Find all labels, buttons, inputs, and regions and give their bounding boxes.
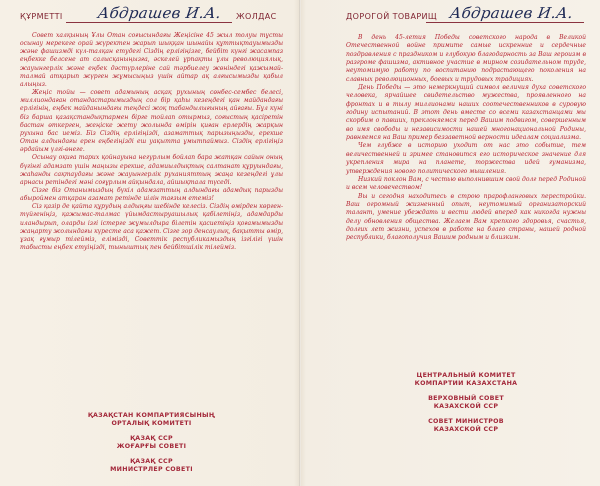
signatory-line: ҚАЗАҚСТАН КОМПАРТИЯСЫНЫҢ [87,412,216,419]
signatory-line: ҚАЗАҚ ССР [130,435,173,442]
center-fold [299,0,301,486]
signatory-line: МИНИСТРЛЕР СОВЕТІ [110,466,193,473]
signatory-line: КАЗАХСКОЙ ССР [433,403,499,410]
salutation-line [346,4,586,26]
paragraph: В день 45-летия Победы советского народа в Великой Отечественной войне примите самые искренние и сердечные поздравления с праздником и глубокую благодарность за Ваш героизм в разгроме фашизма, активное участие в мирном созидательном труде, неутомимую работу по воспитанию подрастающего поколения на славных революционных, боевых и трудовых традициях. [346,34,586,83]
paragraph: Низкий поклон Вам, с честью выполнившим свой долг перед Родиной и всем человечеством! [346,175,586,192]
paragraph: Сізге біз Отанымыздың бүкіл адамзаттың алдындағы адамдық парызды абыроймен атқаран азамат ретінде иілін тағзым етеміз! [20,186,283,203]
right-page-russian [302,0,600,486]
handwritten-addressee: Абдрашев И.А. [448,4,575,22]
signature-block [20,412,283,474]
salutation-underline [66,22,232,23]
paragraph: Совет халқының Ұлы Отан соғысындағы Жеңісіне 45 жыл толуы тұсты осынау мерекеге орай жүректен жарып шыққан шынайы құттықтауымызды және фашизмді күл-талқан етудегі Сіздің ерлігіңізге, бейбіт күнгі жасампаз еңбекке белсене ат салысқаныңызға, әскелей ұрпақты ұлы революциялық, жауынгерлік және еңбек дәстүрлеріне сай тәрбиелеу жөніндегі қажымай-талмай атқарып жүрген жұмысыңыз үшін айтар ақ алғысымызды қабыл алыңыз. [20,32,283,88]
paragraph: Вы и сегодня находитесь в строю прарофланговых перестройки. Ваш огромный жизненный опыт, неутомимый организаторский талант, умение убеждать и вести людей вперед как никогда нужны делу обновления общества. Желаем Вам крепкого здоровья, счастья, долгих лет жизни, успехов в работе на благо страны, нашей родной республики, благополучия Вашим родным и близким. [346,192,586,242]
salutation-underline [426,22,584,23]
signatory-line: КАЗАХСКОЙ ССР [433,426,499,433]
signatory-line: СОВЕТ МИНИСТРОВ [428,418,504,425]
salutation-prefix: ДОРОГОЙ ТОВАРИЩ [346,12,438,21]
signatory-line: ҚАЗАҚ ССР [130,458,173,465]
salutation-suffix: ЖОЛДАС [236,12,277,21]
salutation-prefix: ҚҰРМЕТТІ [20,12,63,21]
signatory-line: ЖОҒАРҒЫ СОВЕТІ [116,443,187,450]
signatory-line: ЦЕНТРАЛЬНЫЙ КОМИТЕТ [416,372,516,379]
paragraph: Жеңіс тойы — совет адамының асқақ рухының сөнбес-сембес белесі, миллиондаған отандастарымыздың сол бір қаһы кезеңдегі қан майдандағы ерлігінің, еңбек майданындағы теңдесі жоқ табандылығының айғағы. Бұл күні біз барша қазақстандықтармен бірге тойлап отырмыз, соғыстың қасіретін бастан өткерген, жеңіске жету жолында өмірін қиған ерлердің жарқын рухына бас иеміз. Біз Сіздің ерлігіңізді, азаматтық парызыңызды, ерекше Отан алдындағы ерен еңбегіңізді еш уақытта ұмытпаймыз. Сіздің ерлігіңіз әрдайым үлгі-өнеге. [20,89,283,154]
paragraph: Чем глубже в историю уходит от нас это событие, тем величественней и зримее становится его историческое значение для укрепления мира на планете, торжества идей гуманизма, утверждения нового политического мышления. [346,142,586,175]
salutation-line [20,4,283,26]
signatory-line: ОРТАЛЫҚ КОМИТЕТІ [111,420,192,427]
letter-body [346,34,586,243]
paragraph: Осынау оқиға тарих қойнауына негурлым бойлап бара жатқан сайын оның бүгінгі адамзат үшін маңызы ерекше, адамиылдықтың салтанат құруындағы, жаһанды сақтаудағы және жауынгерлік руханияттың жаңа кезеңдегі ұлы арнасы ретіндегі мәні соғұрлым айқындала, айшықтала түседі. [20,154,283,186]
handwritten-addressee: Абдрашев И.А. [96,4,223,22]
signatory-line: КОМПАРТИИ КАЗАХСТАНА [414,380,518,387]
paragraph: Сіз қазір де қайта құрудың алдыңғы шебінде келесіз. Сіздің өмірден көрген-түйгеніңіз, қажымас-талмас үйымдастыруашылық қабілетіңіз, адамдарды иландырып, оларды ізгі істерге жұмылдыра білетін қасиетіңіз қоғамымызды жаңарту жолындағы күресте аса қажет. Сізге зор денсаулық, бақытты өмір, ұзақ ғұмыр тілейміз, елімізді, Советтік республикамыздың ізгілігі үшін табысты еңбек етуіңізді, тыныштық пен бейбітшілік тілейміз. [20,203,283,252]
signature-block [346,372,586,434]
letter-body [20,32,283,252]
paragraph: День Победы — это немеркнущий символ величия духа советского человека, ярчайшее свидетельство мужества, проявленного на фронтах и в тылу миллионами наших соотечественников в суровую годину испытаний. В этот день вместе со всеми казахстанцами мы скорбим о павших, преклоняемся перед Вашим подвигом, совершенным во имя свободы и независимости нашей многонациональной Родины, равняемся на Ваш пример беззаветной верности идеалам социализма. [346,84,586,142]
left-page-kazakh [0,0,298,486]
signatory-line: ВЕРХОВНЫЙ СОВЕТ [428,395,504,402]
